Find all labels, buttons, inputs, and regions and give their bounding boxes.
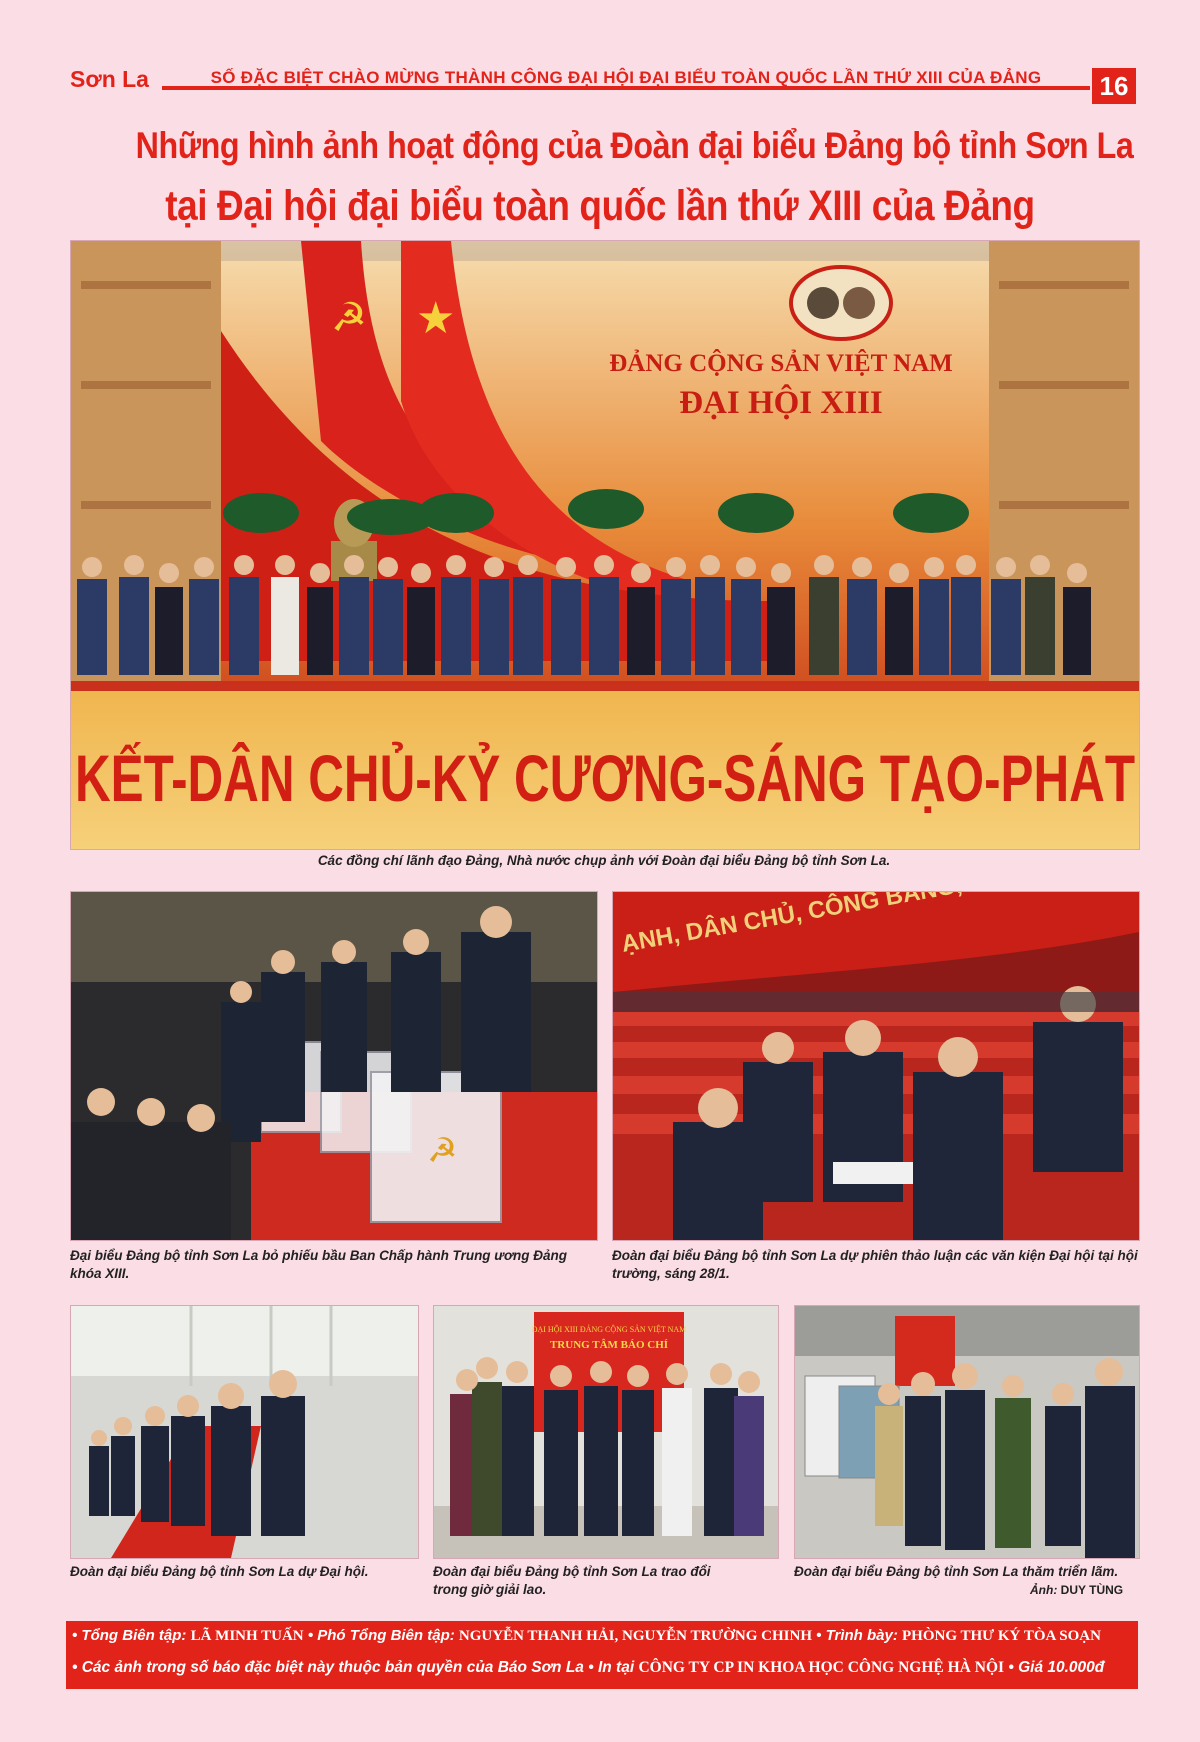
portrait-emblem [791,267,891,339]
page-number: 16 [1092,68,1136,104]
photo-voting [70,891,598,1241]
photo-exhibition-caption: Đoàn đại biểu Đảng bộ tỉnh Sơn La thăm triển lãm. [794,1564,1119,1579]
ballot-box-emblem-icon: ☭ [427,1132,458,1170]
price: • Giá 10.000đ [1008,1659,1105,1676]
page-title-line-1: Những hình ảnh hoạt động của Đoàn đại biểu Đảng bộ tỉnh Sơn La [135,124,1134,166]
masthead-footer [66,1621,1138,1689]
star-icon: ★ [416,293,456,344]
copyright-notice: • Các ảnh trong số báo đặc biệt này thuộc bản quyền của Báo Sơn La [72,1659,584,1676]
editor-name: LÃ MINH TUẤN [190,1628,304,1644]
press-sign-line-2: TRUNG TÂM BÁO CHÍ [549,1339,669,1351]
photo-delegates-walking [70,1305,419,1559]
photo-walking-caption: Đoàn đại biểu Đảng bộ tỉnh Sơn La dự Đại hội. [70,1564,369,1579]
layout-name: PHÒNG THƯ KÝ TÒA SOẠN [902,1628,1101,1644]
photo-credit-label: Ảnh: [1030,1583,1058,1597]
hammer-sickle-icon: ☭ [331,295,367,341]
banner-party-name: ĐẢNG CỘNG SẢN VIỆT NAM [609,350,953,377]
main-photo-illustration [71,241,1139,849]
photo-credit-name: DUY TÙNG [1060,1583,1124,1597]
footer-editorial-row [72,1627,1132,1645]
photo-press-caption: Đoàn đại biểu Đảng bộ tỉnh Sơn La trao đổi trong giờ giải lao. [433,1564,711,1597]
main-photo-caption: Các đồng chí lãnh đạo Đảng, Nhà nước chụp ảnh với Đoàn đại biểu Đảng bộ tỉnh Sơn La. [317,853,891,868]
photo-credit [1030,1583,1140,1597]
special-issue-slogan: SỐ ĐẶC BIỆT CHÀO MỪNG THÀNH CÔNG ĐẠI HỘI ĐẠI BIỂU TOÀN QUỐC LẦN THỨ XIII CỦA ĐẢNG [210,68,1042,87]
footer-print-row [72,1659,1132,1677]
press-sign-line-1: ĐẠI HỘI XIII ĐẢNG CỘNG SẢN VIỆT NAM [531,1325,687,1334]
banner-congress: ĐẠI HỘI XIII [679,385,883,421]
photo-hall-caption: Đoàn đại biểu Đảng bộ tỉnh Sơn La dự phiên thảo luận các văn kiện Đại hội tại hội trường, sáng 28/1. [612,1248,1138,1281]
deputy-names: NGUYỄN THANH HẢI, NGUYỄN TRƯỜNG CHINH [458,1628,812,1644]
main-photo [70,240,1140,850]
printer-name: CÔNG TY CP IN KHOA HỌC CÔNG NGHỆ HÀ NỘI [638,1659,1005,1676]
deputy-label: • Phó Tổng Biên tập: [307,1627,455,1644]
layout-label: • Trình bày: [816,1627,898,1644]
print-label: • In tại [588,1659,635,1676]
editor-label: • Tổng Biên tập: [72,1627,187,1644]
photo-voting-caption: Đại biểu Đảng bộ tỉnh Sơn La bỏ phiếu bầu Ban Chấp hành Trung ương Đảng khóa XIII. [70,1248,568,1281]
newspaper-brand: Sơn La [70,66,149,92]
photo-exhibition [794,1305,1140,1559]
photo-press-center [433,1305,779,1559]
photo-assembly-hall [612,891,1140,1241]
page-title-line-2: tại Đại hội đại biểu toàn quốc lần thứ XIII của Đảng [165,182,1035,230]
floor-flower-slogan: KẾT-DÂN CHỦ-KỶ CƯƠNG-SÁNG TẠO-PHÁT [75,741,1135,815]
